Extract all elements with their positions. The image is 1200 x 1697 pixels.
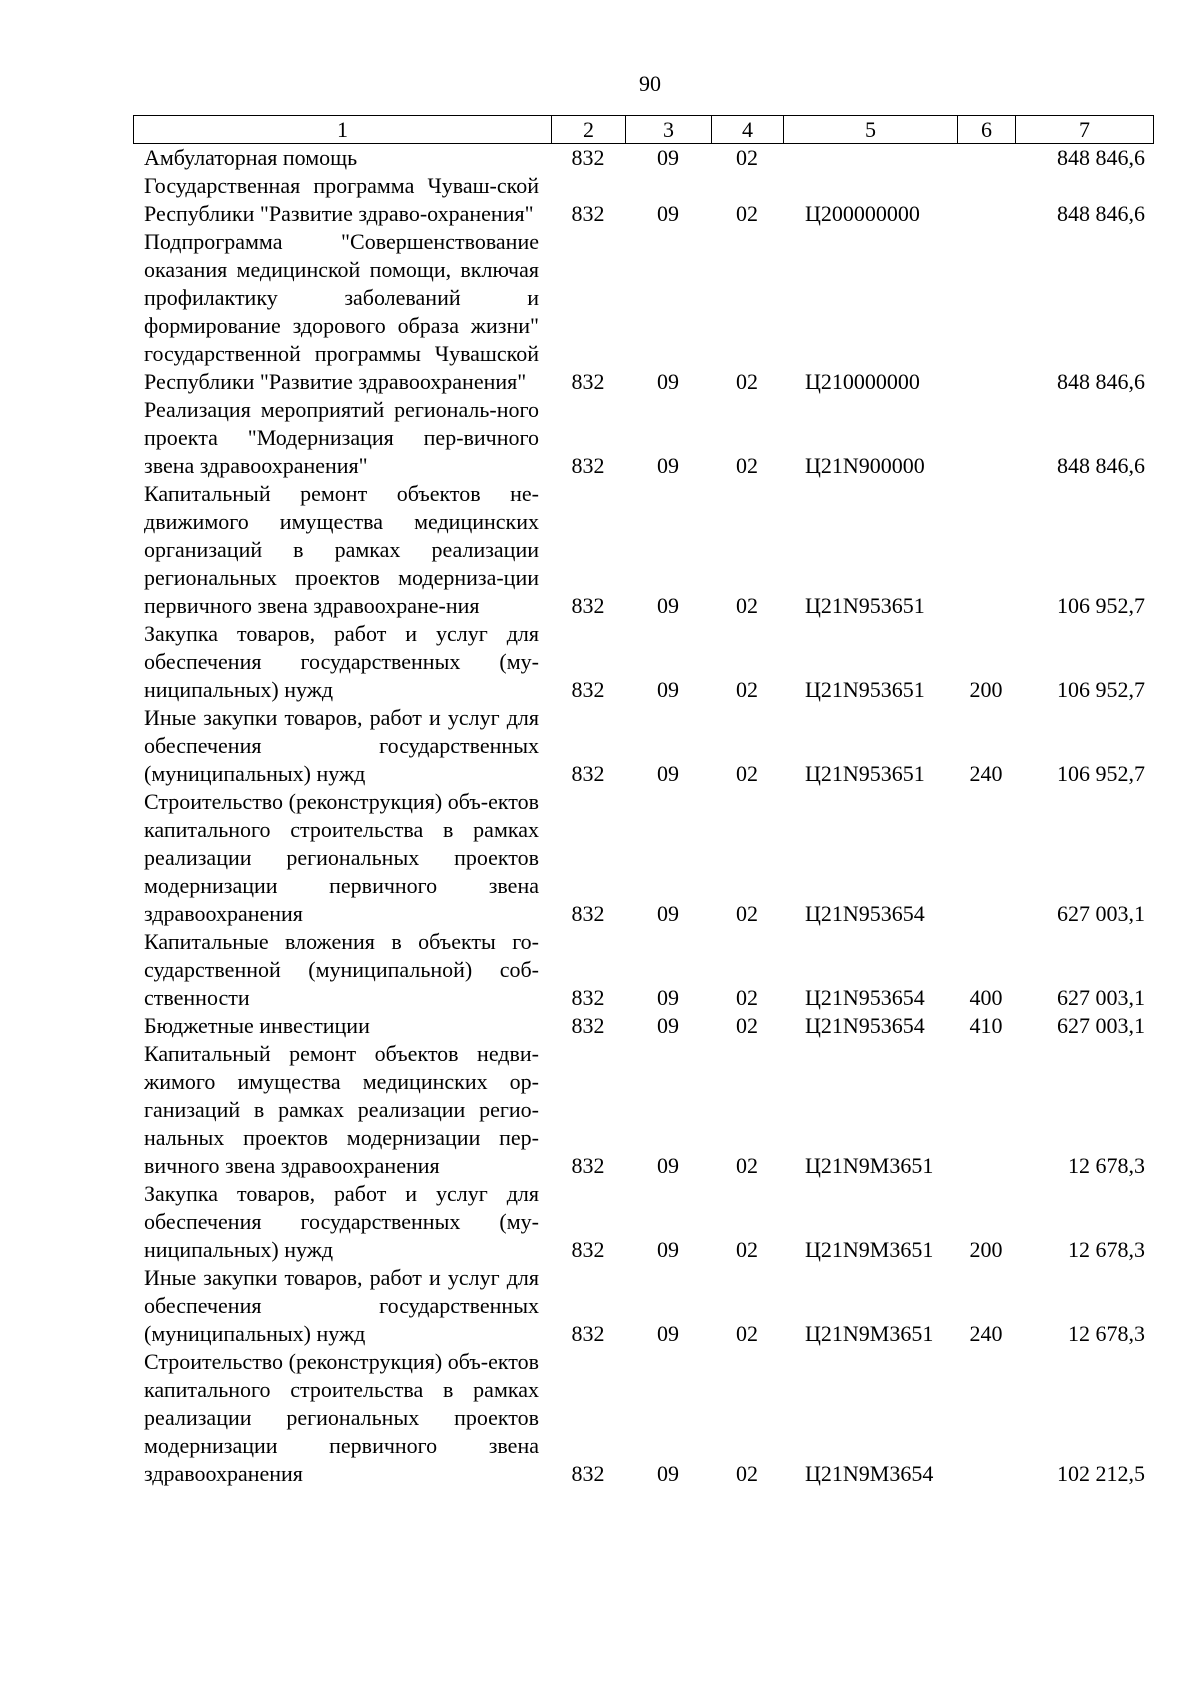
row-col2-cell: 832 [571, 145, 605, 170]
row-col3-cell: 09 [657, 1153, 679, 1178]
column-number-row [134, 116, 1154, 144]
row-col6-cell: 240 [969, 1321, 1003, 1346]
row-col4-cell: 02 [736, 761, 758, 786]
row-col2-cell: 832 [571, 1321, 605, 1346]
row-col7-cell: 102 212,5 [1057, 1461, 1145, 1486]
row-col4-cell: 02 [736, 369, 758, 394]
column-header-3: 3 [626, 116, 712, 144]
row-col3-cell: 09 [657, 593, 679, 618]
row-col7-cell: 848 846,6 [1057, 201, 1145, 226]
row-col5-cell: Ц21N953654 [805, 1013, 925, 1038]
row-col6-cell [957, 172, 1015, 228]
column-header-6: 6 [958, 116, 1016, 144]
row-name-cell: Капитальный ремонт объектов недви-жимого имущества медицинских ор-ганизаций в рамках реализации регио-нальных проектов модернизации пер-вичного звена здравоохранения [144, 1041, 539, 1178]
column-header-7: 7 [1016, 116, 1154, 144]
row-col6-cell [957, 788, 1015, 928]
row-col2-cell: 832 [571, 677, 605, 702]
row-col4-cell: 02 [736, 1321, 758, 1346]
column-header-5: 5 [784, 116, 958, 144]
row-col3-cell: 09 [657, 1321, 679, 1346]
row-col4-cell: 02 [736, 1153, 758, 1178]
table-row [133, 1348, 1153, 1488]
row-name-cell: Иные закупки товаров, работ и услуг для обеспечения государственных (муниципальных) нужд [144, 705, 539, 786]
row-col4-cell: 02 [736, 1237, 758, 1262]
row-col2-cell: 832 [571, 1461, 605, 1486]
row-name-cell: Реализация мероприятий региональ-ного проекта "Модернизация пер-вичного звена здравоохранения" [144, 397, 539, 478]
row-col3-cell: 09 [657, 1237, 679, 1262]
row-col5-cell: Ц210000000 [805, 369, 920, 394]
row-col5-cell: Ц21N953651 [805, 677, 925, 702]
row-col6-cell: 400 [969, 985, 1003, 1010]
row-col6-cell: 200 [969, 677, 1003, 702]
row-col3-cell: 09 [657, 985, 679, 1010]
table-row [133, 928, 1153, 1012]
row-col5-cell: Ц21N9M3654 [805, 1461, 934, 1486]
table-row [133, 228, 1153, 396]
row-col4-cell: 02 [736, 985, 758, 1010]
table-row [133, 788, 1153, 928]
row-name-cell: Амбулаторная помощь [144, 145, 358, 170]
row-col7-cell: 12 678,3 [1068, 1153, 1145, 1178]
row-col5-cell: Ц21N9M3651 [805, 1153, 934, 1178]
row-col6-cell [957, 480, 1015, 620]
table-row [133, 620, 1153, 704]
row-col7-cell: 627 003,1 [1057, 1013, 1145, 1038]
row-col4-cell: 02 [736, 145, 758, 170]
row-col6-cell [957, 1348, 1015, 1488]
row-col3-cell: 09 [657, 677, 679, 702]
row-name-cell: Закупка товаров, работ и услуг для обеспечения государственных (му-ниципальных) нужд [144, 621, 539, 702]
table-row [133, 172, 1153, 228]
row-col6-cell: 200 [969, 1237, 1003, 1262]
budget-table [133, 144, 1153, 1488]
row-col2-cell: 832 [571, 1013, 605, 1038]
row-col7-cell: 106 952,7 [1057, 677, 1145, 702]
row-col5-cell: Ц200000000 [805, 201, 920, 226]
table-row [133, 1180, 1153, 1264]
page-number: 90 [639, 71, 661, 96]
row-name-cell: Бюджетные инвестиции [144, 1013, 370, 1038]
budget-table-body [133, 144, 1153, 1488]
row-col3-cell: 09 [657, 761, 679, 786]
row-col3-cell: 09 [657, 453, 679, 478]
row-col7-cell: 12 678,3 [1068, 1237, 1145, 1262]
row-name-cell: Строительство (реконструкция) объ-ектов капитального строительства в рамках реализации региональных проектов модернизации первичного звена здравоохранения [144, 1349, 539, 1486]
row-col5-cell: Ц21N9M3651 [805, 1321, 934, 1346]
row-col6-cell: 410 [969, 1013, 1003, 1038]
row-col2-cell: 832 [571, 761, 605, 786]
row-col2-cell: 832 [571, 593, 605, 618]
row-col7-cell: 627 003,1 [1057, 901, 1145, 926]
row-col5-cell: Ц21N953651 [805, 593, 925, 618]
row-col2-cell: 832 [571, 901, 605, 926]
row-col6-cell [957, 396, 1015, 480]
row-col7-cell: 106 952,7 [1057, 593, 1145, 618]
row-col3-cell: 09 [657, 1461, 679, 1486]
row-col3-cell: 09 [657, 1013, 679, 1038]
row-col3-cell: 09 [657, 369, 679, 394]
row-col6-cell [957, 144, 1015, 172]
table-row [133, 704, 1153, 788]
row-col7-cell: 627 003,1 [1057, 985, 1145, 1010]
table-row [133, 144, 1153, 172]
table-row [133, 396, 1153, 480]
row-col4-cell: 02 [736, 677, 758, 702]
row-name-cell: Иные закупки товаров, работ и услуг для обеспечения государственных (муниципальных) нужд [144, 1265, 539, 1346]
row-col4-cell: 02 [736, 453, 758, 478]
row-name-cell: Строительство (реконструкция) объ-ектов капитального строительства в рамках реализации региональных проектов модернизации первичного звена здравоохранения [144, 789, 539, 926]
row-col2-cell: 832 [571, 453, 605, 478]
row-col5-cell: Ц21N9M3651 [805, 1237, 934, 1262]
table-row [133, 1264, 1153, 1348]
row-name-cell: Капитальный ремонт объектов не-движимого имущества медицинских организаций в рамках реализации региональных проектов модерниза-ции первичного звена здравоохране-ния [144, 481, 539, 618]
row-col7-cell: 106 952,7 [1057, 761, 1145, 786]
table-row [133, 1040, 1153, 1180]
row-col3-cell: 09 [657, 145, 679, 170]
row-col2-cell: 832 [571, 369, 605, 394]
row-col5-cell: Ц21N900000 [805, 453, 925, 478]
row-name-cell: Подпрограмма "Совершенствование оказания медицинской помощи, включая профилактику заболеваний и формирование здорового образа жизни" государственной программы Чувашской Республики "Развитие здравоохранения" [144, 229, 539, 394]
column-header-2: 2 [552, 116, 626, 144]
row-col3-cell: 09 [657, 901, 679, 926]
row-col5-cell: Ц21N953654 [805, 985, 925, 1010]
row-col4-cell: 02 [736, 1461, 758, 1486]
row-col4-cell: 02 [736, 1013, 758, 1038]
row-col5-cell: Ц21N953651 [805, 761, 925, 786]
row-col6-cell: 240 [969, 761, 1003, 786]
row-col7-cell: 848 846,6 [1057, 369, 1145, 394]
row-col4-cell: 02 [736, 901, 758, 926]
column-header-4: 4 [712, 116, 784, 144]
row-name-cell: Капитальные вложения в объекты го-сударственной (муниципальной) соб-ственности [144, 929, 539, 1010]
row-col7-cell: 848 846,6 [1057, 453, 1145, 478]
row-col7-cell: 12 678,3 [1068, 1321, 1145, 1346]
column-header-table [133, 115, 1154, 144]
table-row [133, 480, 1153, 620]
column-header-1: 1 [134, 116, 552, 144]
row-name-cell: Закупка товаров, работ и услуг для обеспечения государственных (му-ниципальных) нужд [144, 1181, 539, 1262]
row-name-cell: Государственная программа Чуваш-ской Республики "Развитие здраво-охранения" [144, 173, 539, 226]
row-col2-cell: 832 [571, 1153, 605, 1178]
row-col7-cell: 848 846,6 [1057, 145, 1145, 170]
row-col2-cell: 832 [571, 1237, 605, 1262]
row-col4-cell: 02 [736, 593, 758, 618]
row-col6-cell [957, 228, 1015, 396]
row-col5-cell [783, 144, 957, 172]
row-col4-cell: 02 [736, 201, 758, 226]
row-col2-cell: 832 [571, 201, 605, 226]
row-col5-cell: Ц21N953654 [805, 901, 925, 926]
row-col6-cell [957, 1040, 1015, 1180]
row-col3-cell: 09 [657, 201, 679, 226]
table-row [133, 1012, 1153, 1040]
row-col2-cell: 832 [571, 985, 605, 1010]
